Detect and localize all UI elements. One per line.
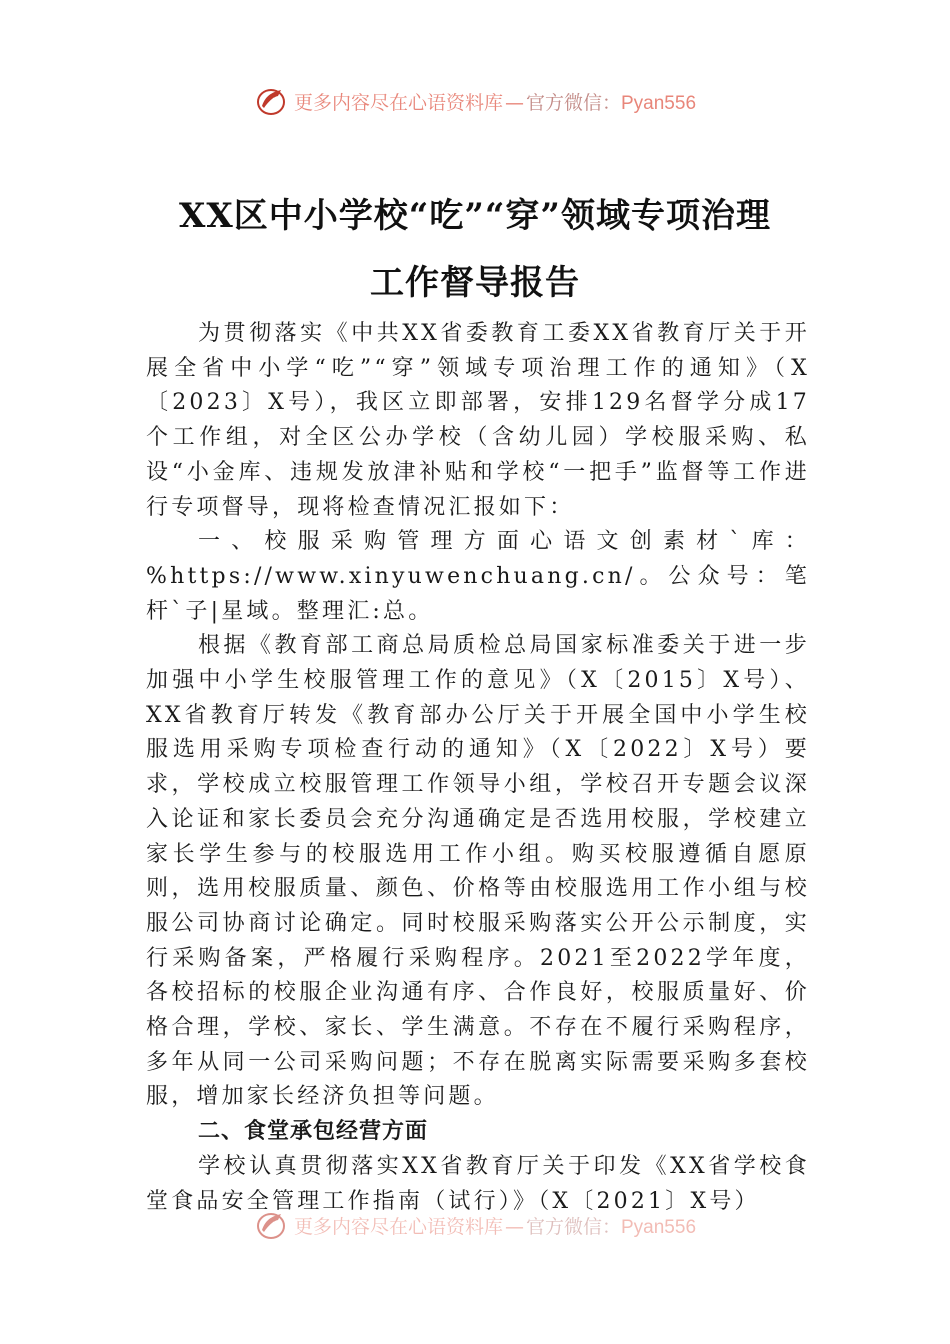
watermark-text (294, 88, 696, 115)
watermark-text (294, 1212, 696, 1239)
watermark-wechat-label: 官方微信： (525, 91, 621, 114)
paragraph-uniform: 根据《教育部工商总局质检总局国家标准委关于进一步加强中小学生校服管理工作的意见》（X〔2015〕X号）、XX省教育厅转发《教育部办公厅关于开展全国中小学生校服选用采购专项检查行动的通知》（X〔2022〕X号）要求，学校成立校服管理工作领导小组，学校召开专题会议深入论证和家长委员会充分沟通确定是否选用校服，学校建立家长学生参与的校服选用工作小组。购买校服遵循自愿原则，选用校服质量、颜色、价格等由校服选用工作小组与校服公司协商讨论确定。同时校服采购落实公开公示制度，实行采购备案，严格履行采购程序。2021至2022学年度，各校招标的校服企业沟通有序、合作良好，校服质量好、价格合理，学校、家长、学生满意。不存在不履行采购程序，多年从同一公司采购问题；不存在脱离实际需要采购多套校服，增加家长经济负担等问题。 (146, 633, 810, 1110)
document-body (146, 317, 810, 1219)
watermark-wechat-id: Pyan556 (621, 1216, 697, 1238)
pen-logo-icon (254, 84, 288, 118)
watermark-main-text: 更多内容尽在心语资料库 (293, 1215, 503, 1238)
watermark-footer (0, 1208, 950, 1242)
paragraph-canteen: 学校认真贯彻落实XX省教育厅关于印发《XX省学校食堂食品安全管理工作指南（试行）》（X〔2021〕X号） (146, 1153, 810, 1214)
paragraph-intro: 为贯彻落实《中共XX省委教育工委XX省教育厅关于开展全省中小学“吃”“穿”领域专项治理工作的通知》（X〔2023〕X号），我区立即部署，安排129名督学分成17个工作组，对全区公办学校（含幼儿园）学校服采购、私设“小金库、违规发放津补贴和学校“一把手”监督等工作进行专项督导，现将检查情况汇报如下： (146, 321, 810, 520)
section-heading-uniform: 一、校服采购管理方面心语文创素材`库：%https://www.xinyuwenchuang.cn/。公众号：笔杆`子|星域。整理汇:总。 (146, 529, 810, 624)
watermark-separator: — (504, 1215, 524, 1238)
document-title-line1: XX区中小学校“吃”“穿”领域专项治理 (179, 196, 771, 236)
document-title-line2: 工作督导报告 (370, 263, 580, 303)
watermark-main-text: 更多内容尽在心语资料库 (293, 91, 503, 114)
watermark-wechat-id: Pyan556 (621, 92, 697, 114)
pen-logo-icon (254, 1208, 288, 1242)
watermark-separator: — (504, 91, 524, 114)
section-heading-canteen: 二、食堂承包经营方面 (198, 1119, 429, 1145)
watermark-header (0, 84, 950, 118)
watermark-wechat-label: 官方微信： (525, 1215, 621, 1238)
